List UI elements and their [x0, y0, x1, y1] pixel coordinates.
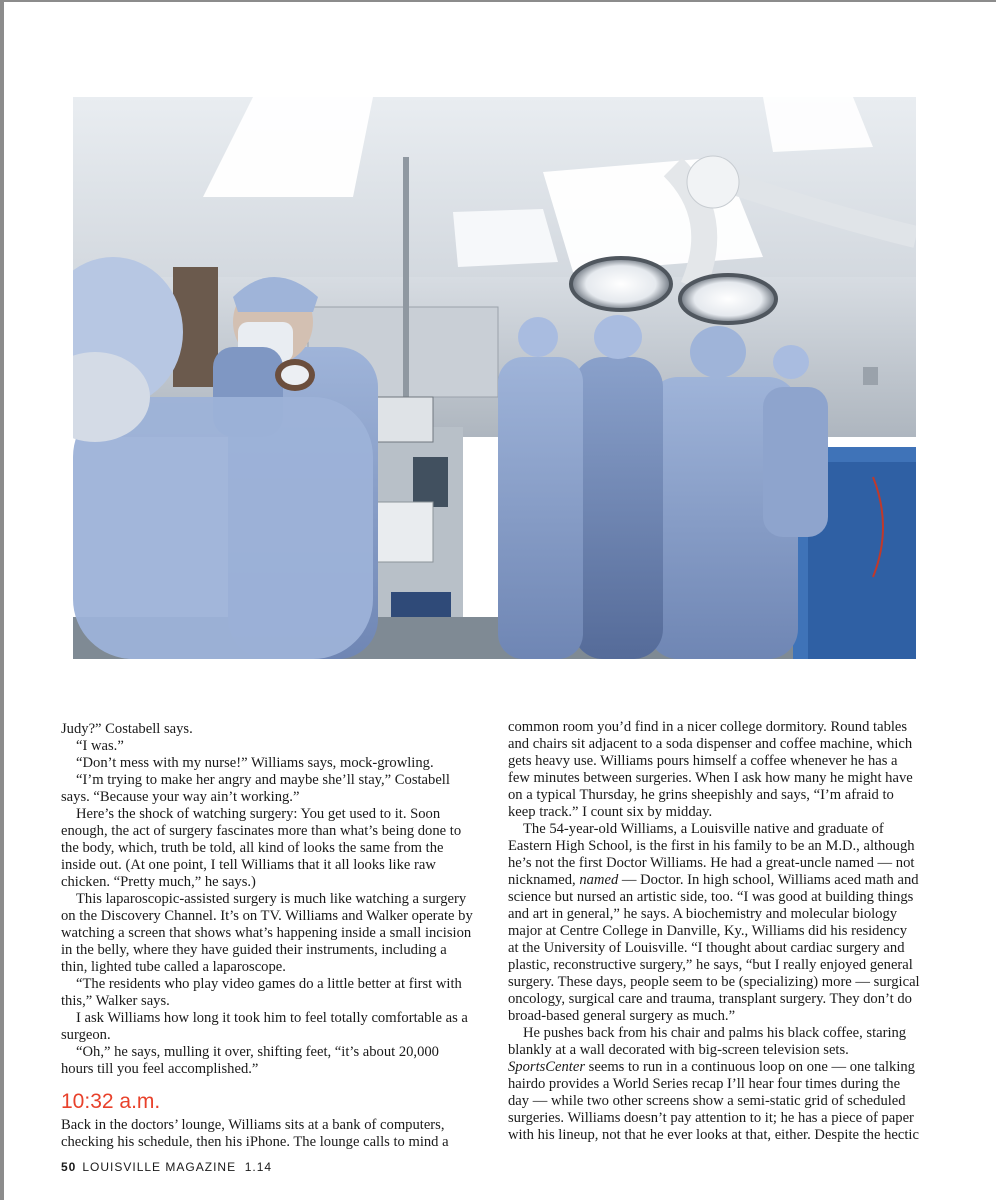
- operating-room-photo: [73, 97, 916, 659]
- paragraph: I ask Williams how long it took him to feel totally comfortable as a surgeon.: [61, 1010, 468, 1043]
- paragraph-text: — Doctor. In high school, Williams aced math and science but nursed an artistic side, too. “I was good at building things and art in general,” he says. A biochemistry and molecular biology major at Centre College in Danville, Ky., Williams did his residency at the University of Louisville. “I thought about cardiac surgery and plastic, reconstructive surgery,” he says, “but I really enjoyed general surgery. These days, people seem to be (specializing) more — surgical oncology, surgical care and trauma, transplant surgery. They don’t do broad-based general surgery as much.”: [508, 872, 920, 1024]
- paragraph: [508, 1025, 920, 1144]
- emphasis-text: SportsCenter: [508, 1059, 586, 1075]
- paragraph: common room you’d find in a nicer college dormitory. Round tables and chairs sit adjacent to a soda dispenser and coffee machine, which gets heavy use. Williams pours himself a coffee whenever he has a few minutes between surgeries. When I ask how many he might have on a typical Thursday, he grins sheepishly and says, “I’m afraid to keep track.” I count six by midday.: [508, 719, 913, 820]
- publication-name: LOUISVILLE MAGAZINE: [82, 1160, 237, 1174]
- paragraph-text: He pushes back from his chair and palms his black coffee, staring blankly at a wall decorated with big-screen television sets.: [508, 1025, 907, 1058]
- right-text-column: [508, 719, 920, 1144]
- paragraph: “Oh,” he says, mulling it over, shifting feet, “it’s about 20,000 hours till you feel accomplished.”: [61, 1044, 439, 1077]
- paragraph: Judy?” Costabell says.: [61, 721, 193, 737]
- emphasis-text: named: [579, 872, 619, 888]
- paragraph: This laparoscopic-assisted surgery is much like watching a surgery on the Discovery Channel. It’s on TV. Williams and Walker operate by watching a screen that shows what’s happening inside a small incision in the belly, where they have guided their instruments, including a thin, lighted tube called a laparoscope.: [61, 891, 473, 975]
- time-heading: 10:32 a.m.: [61, 1090, 161, 1113]
- paragraph: “I’m trying to make her angry and maybe she’ll stay,” Costabell says. “Because your way ain’t working.”: [61, 772, 450, 805]
- issue-number: 1.14: [244, 1160, 273, 1174]
- page-footer: [61, 1160, 272, 1174]
- paragraph: “The residents who play video games do a little better at first with this,” Walker says.: [61, 976, 462, 1009]
- page-number: 50: [61, 1160, 77, 1174]
- paragraph: “Don’t mess with my nurse!” Williams says, mock-growling.: [76, 755, 434, 771]
- paragraph-text: seems to run in a continuous loop on one — one talking hairdo provides a World Series recap I’ll hear four times during the day — while two other screens show a semi-static grid of scheduled surgeries. Williams doesn’t pay attention to it; he has a piece of paper with his lineup, not that he ever looks at that, either. Despite the hectic: [508, 1059, 919, 1143]
- paragraph: Back in the doctors’ lounge, Williams sits at a bank of computers, checking his schedule, then his iPhone. The lounge calls to mind a: [61, 1117, 449, 1150]
- paragraph: Here’s the shock of watching surgery: You get used to it. Soon enough, the act of surgery fascinates more than what’s being done to the body, which, truth be told, all kind of looks the same from the inside out. (At one point, I tell Williams that it all looks like raw chicken. “Pretty much,” he says.): [61, 806, 462, 890]
- paragraph-text: The 54-year-old Williams, a Louisville native and graduate of Eastern High School, is the first in his family to be an M.D., although he’s not the first Doctor Williams. He had a great-uncle named — not nicknamed,: [508, 821, 915, 888]
- magazine-page: [4, 2, 996, 1200]
- paragraph: “I was.”: [76, 738, 124, 754]
- left-text-column: [61, 721, 473, 1151]
- paragraph: [508, 821, 920, 1025]
